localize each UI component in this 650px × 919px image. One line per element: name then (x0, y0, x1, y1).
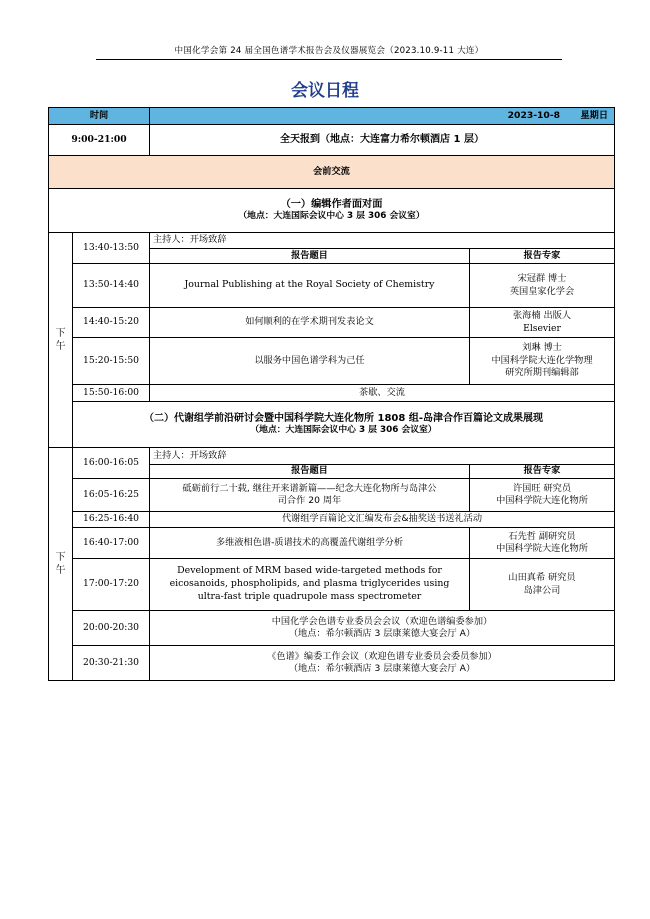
section1-speaker-header: 报告专家 (470, 249, 615, 264)
talk-time: 16:40-17:00 (73, 528, 150, 559)
break-text: 茶歇、交流 (150, 385, 615, 402)
section1-host-row-a (49, 233, 615, 249)
talk-speaker (470, 559, 615, 611)
section2-speaker-header: 报告专家 (470, 465, 615, 479)
speaker-name: 刘琳 博士 (522, 342, 562, 354)
talk-topic: 以服务中国色谱学科为己任 (150, 338, 470, 385)
talk-topic: 如何顺利的在学术期刊发表论文 (150, 308, 470, 338)
date-value: 2023-10-8 (507, 109, 561, 121)
section1-topic-header: 报告题目 (150, 249, 470, 264)
talk-topic-line: 砥砺前行二十载, 继往开来谱新篇——纪念大连化物所与岛津公 (182, 482, 437, 494)
speaker-name: 张海楠 出版人 (512, 310, 572, 322)
meeting-time: 20:30-21:30 (73, 646, 150, 681)
section1-heading (49, 189, 615, 233)
speaker-name: 宋冠群 博士 (517, 273, 567, 285)
event-text: 代谢组学百篇论文汇编发布会&抽奖送书送礼活动 (150, 512, 615, 528)
speaker-name: 许国旺 研究员 (512, 482, 572, 494)
talk-speaker (470, 528, 615, 559)
talk-topic-line: eicosanoids, phospholipids, and plasma triglycerides using (169, 578, 450, 590)
section1-host-time: 13:40-13:50 (73, 233, 150, 264)
table-header-row (49, 108, 615, 125)
meeting-row (49, 611, 615, 646)
registration-row (49, 125, 615, 156)
header-rule (96, 59, 562, 60)
talk-topic-line: Development of MRM based wide-targeted methods for (177, 565, 442, 577)
table-row (49, 308, 615, 338)
speaker-affiliation: 岛津公司 (523, 584, 561, 596)
break-time: 15:50-16:00 (73, 385, 150, 402)
section2-heading-row (49, 402, 615, 448)
talk-time: 13:50-14:40 (73, 264, 150, 308)
talk-time: 14:40-15:20 (73, 308, 150, 338)
talk-time: 17:00-17:20 (73, 559, 150, 611)
event-time: 16:25-16:40 (73, 512, 150, 528)
section1-location: （地点：大连国际会议中心 3 层 306 会议室） (238, 211, 425, 222)
section2-period-label: 下午 (55, 551, 66, 576)
section2-period (49, 448, 73, 681)
section1-period (49, 233, 73, 448)
meeting-text (150, 646, 615, 681)
time-header: 时间 (49, 108, 150, 125)
talk-speaker (470, 479, 615, 512)
weekday-value: 星期日 (580, 109, 609, 121)
registration-time: 9:00-21:00 (49, 125, 150, 156)
meeting-title: 中国化学会色谱专业委员会会议（欢迎色谱编委参加） (271, 615, 493, 627)
section1-heading-row (49, 189, 615, 233)
talk-topic: 多维液相色谱-质谱技术的高覆盖代谢组学分析 (150, 528, 470, 559)
speaker-name: 山田真希 研究员 (508, 572, 576, 584)
registration-text: 全天报到（地点：大连富力希尔顿酒店 1 层） (150, 125, 615, 156)
section2-topic-header: 报告题目 (150, 465, 470, 479)
speaker-affiliation: Elsevier (523, 322, 561, 334)
meeting-row (49, 646, 615, 681)
section1-host: 主持人：开场致辞 (150, 233, 615, 249)
table-row (49, 528, 615, 559)
talk-topic-line: 司合作 20 周年 (277, 495, 342, 506)
talk-time: 16:05-16:25 (73, 479, 150, 512)
speaker-affiliation-cont: 研究所期刊编辑部 (505, 367, 579, 379)
speaker-affiliation: 中国科学院大连化学物理 (491, 354, 593, 366)
section2-location: （地点：大连国际会议中心 3 层 306 会议室） (250, 425, 437, 436)
meeting-location: （地点：希尔顿酒店 3 层康莱德大宴会厅 A） (288, 663, 476, 674)
table-row (49, 479, 615, 512)
pre-session-row (49, 156, 615, 189)
section1-title: （一）编辑作者面对面 (280, 198, 383, 210)
talk-speaker (470, 308, 615, 338)
speaker-name: 石先哲 副研究员 (508, 530, 576, 542)
event-row (49, 512, 615, 528)
section2-host-row-a (49, 448, 615, 465)
talk-topic-line: ultra-fast triple quadrupole mass spectrometer (197, 590, 422, 602)
talk-speaker (470, 264, 615, 308)
section2-host: 主持人：开场致辞 (150, 448, 615, 465)
talk-speaker (470, 338, 615, 385)
section2-host-time: 16:00-16:05 (73, 448, 150, 479)
meeting-title: 《色谱》编委工作会议（欢迎色谱专业委员会委员参加） (267, 650, 497, 662)
speaker-affiliation: 中国科学院大连化物所 (496, 543, 588, 554)
meeting-text (150, 611, 615, 646)
page-title: 会议日程 (291, 81, 359, 101)
meeting-location: （地点：希尔顿酒店 3 层康莱德大宴会厅 A） (288, 628, 476, 639)
break-row (49, 385, 615, 402)
speaker-affiliation: 英国皇家化学会 (509, 285, 575, 297)
meeting-time: 20:00-20:30 (73, 611, 150, 646)
talk-topic (150, 479, 470, 512)
talk-topic (150, 559, 470, 611)
date-header (150, 108, 615, 125)
section2-title: （二）代谢组学前沿研讨会暨中国科学院大连化物所 1808 组-岛津合作百篇论文成果展现 (144, 412, 543, 424)
running-header: 中国化学会第 24 届全国色谱学术报告会及仪器展览会（2023.10.9-11 大连） (174, 46, 484, 56)
talk-time: 15:20-15:50 (73, 338, 150, 385)
section2-heading (73, 402, 615, 448)
table-row (49, 559, 615, 611)
section1-period-label: 下午 (55, 327, 66, 352)
table-row (49, 264, 615, 308)
pre-session-title: 会前交流 (49, 156, 615, 189)
schedule-table (48, 107, 615, 681)
speaker-affiliation: 中国科学院大连化物所 (496, 495, 588, 506)
table-row (49, 338, 615, 385)
talk-topic: Journal Publishing at the Royal Society of Chemistry (150, 264, 470, 308)
